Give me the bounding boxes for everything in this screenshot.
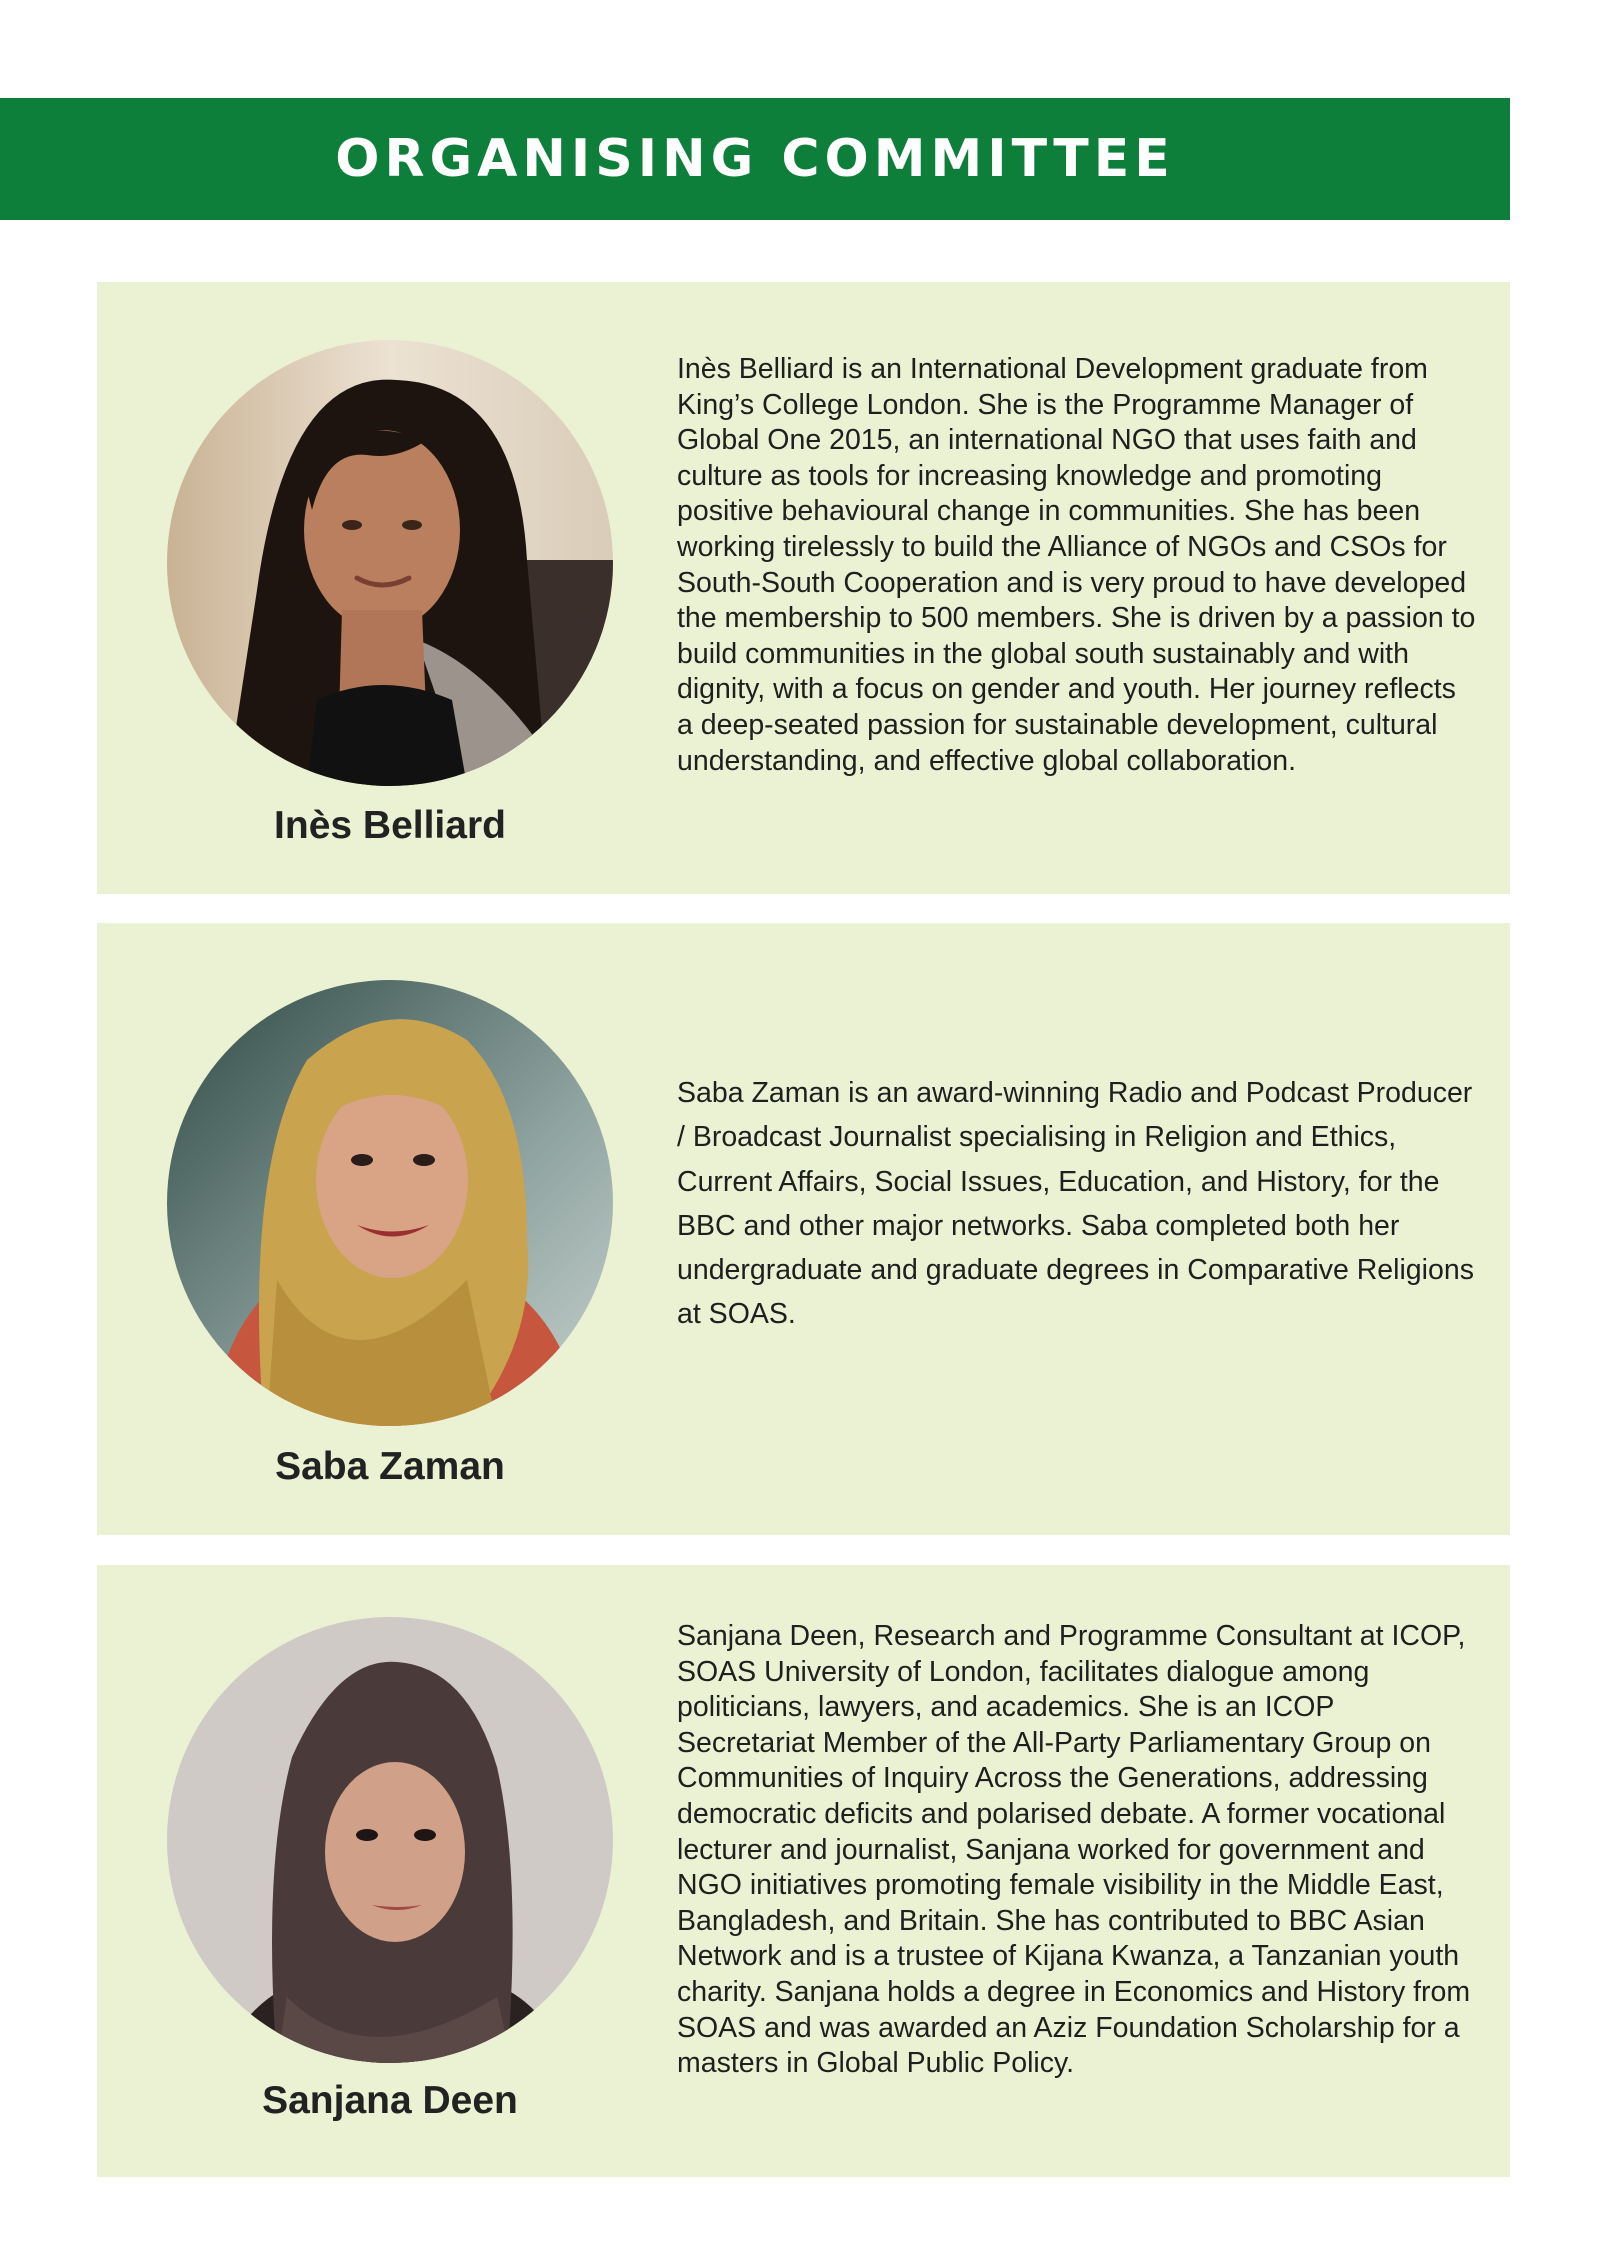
committee-member-card: [97, 923, 1510, 1535]
member-bio: Sanjana Deen, Research and Programme Consultant at ICOP, SOAS University of London, facilitates dialogue among politicians, lawyers, and academics. She is an ICOP Secretariat Member of the All-Party Parliamentary Group on Communities of Inquiry Across the Generations, addressing democratic deficits and polarised debate. A former vocational lecturer and journalist, Sanjana worked for government and NGO initiatives promoting female visibility in the Middle East, Bangladesh, and Britain. She has contributed to BBC Asian Network and is a trustee of Kijana Kwanza, a Tanzanian youth charity. Sanjana holds a degree in Economics and History from SOAS and was awarded an Aziz Foundation Scholarship for a masters in Global Public Policy.: [677, 1620, 1471, 2080]
member-name: Saba Zaman: [275, 1445, 505, 1488]
portrait-photo: [167, 340, 613, 786]
title-banner: [0, 98, 1510, 220]
committee-member-card: [97, 282, 1510, 894]
portrait-photo: [167, 980, 613, 1426]
portrait-photo: [167, 1617, 613, 2063]
member-name: Inès Belliard: [274, 804, 506, 847]
member-bio: Inès Belliard is an International Development graduate from King’s College London. She is the Programme Manager of Global One 2015, an international NGO that uses faith and culture as tools for increasing knowledge and promoting positive behavioural change in communities. She has been working tirelessly to build the Alliance of NGOs and CSOs for South-South Cooperation and is very proud to have developed the membership to 500 members. She is driven by a passion to build communities in the global south sustainably and with dignity, with a focus on gender and youth. Her journey reflects a deep-seated passion for sustainable development, cultural understanding, and effective global collaboration.: [677, 353, 1476, 777]
member-bio: Saba Zaman is an award-winning Radio and Podcast Producer / Broadcast Journalist specialising in Religion and Ethics, Current Affairs, Social Issues, Education, and History, for the BBC and other major networks. Saba completed both her undergraduate and graduate degrees in Comparative Religions at SOAS.: [677, 1077, 1474, 1331]
page-title: ORGANISING COMMITTEE: [335, 129, 1175, 189]
member-name: Sanjana Deen: [262, 2079, 518, 2122]
committee-member-card: [97, 1565, 1510, 2177]
